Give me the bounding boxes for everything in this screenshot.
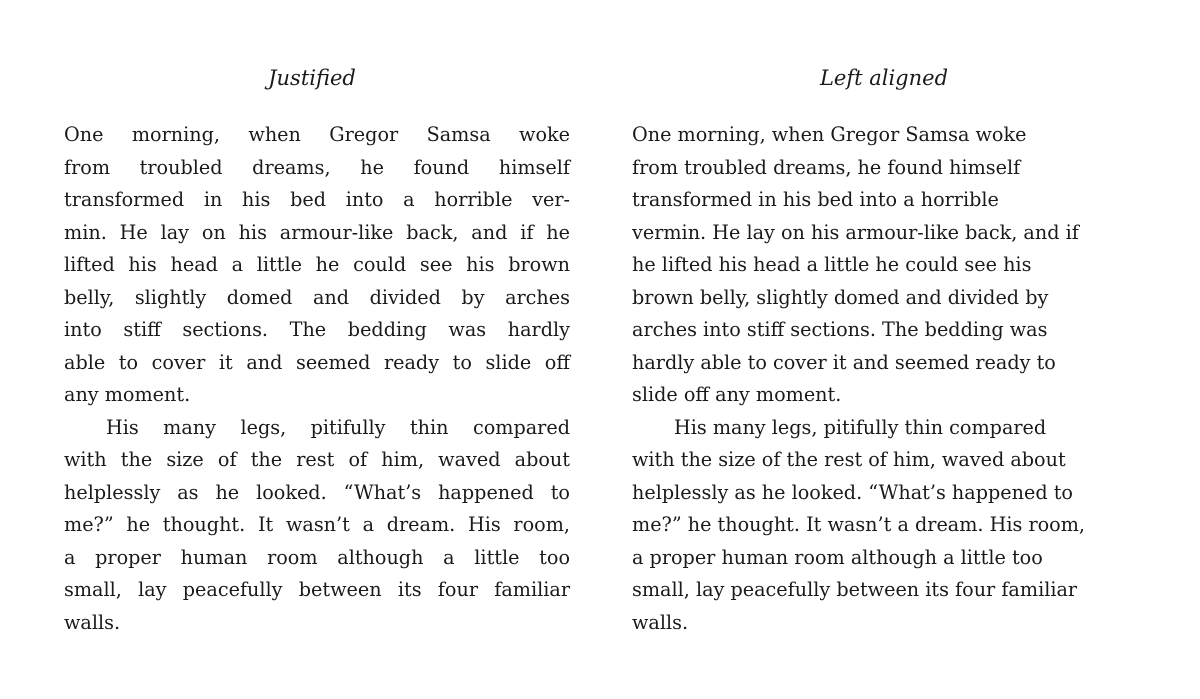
text-line: arches into stiff sections. The bedding was	[632, 318, 1048, 341]
text-line: from troubled dreams, he found himself	[632, 155, 1021, 179]
justified-heading: Justified	[268, 66, 356, 90]
text-line: he lifted his head a little he could see his	[632, 253, 1032, 276]
text-line: transformed in his bed into a horrible	[632, 188, 999, 211]
text-line: with the size of the rest of him, waved about	[632, 448, 1066, 471]
text-line: His many legs, pitifully thin compared	[674, 415, 1047, 439]
text-line: walls.	[632, 610, 689, 634]
text-line: vermin. He lay on his armour-like back, and if	[632, 220, 1079, 244]
text-line: me?” he thought. It wasn’t a dream. His room,	[632, 513, 1086, 536]
text-line: One morning, when Gregor Samsa woke	[632, 123, 1027, 146]
text-line: lifted his head a little he could see his brown	[64, 253, 570, 276]
text-line: from troubled dreams, he found himself	[64, 155, 570, 179]
left-aligned-text-block	[632, 119, 1138, 639]
text-line: brown belly, slightly domed and divided by	[632, 285, 1049, 309]
text-line: min. He lay on his armour-like back, and if he	[64, 220, 570, 244]
text-line: with the size of the rest of him, waved about	[64, 448, 570, 471]
text-line: hardly able to cover it and seemed ready to	[632, 350, 1056, 374]
text-line: belly, slightly domed and divided by arches	[64, 285, 570, 309]
text-line: transformed in his bed into a horrible ver-	[64, 188, 570, 211]
text-line: His many legs, pitifully thin compared	[106, 415, 570, 439]
text-line: small, lay peacefully between its four familiar	[64, 578, 570, 601]
text-line: helplessly as he looked. “What’s happened to	[64, 480, 570, 504]
text-line: One morning, when Gregor Samsa woke	[64, 123, 570, 146]
text-line: me?” he thought. It wasn’t a dream. His room,	[64, 513, 570, 536]
text-line: helplessly as he looked. “What’s happened to	[632, 480, 1073, 504]
text-line: walls.	[64, 610, 121, 634]
text-line: into stiff sections. The bedding was hardly	[64, 318, 570, 341]
text-line: slide off any moment.	[632, 383, 842, 406]
text-line: a proper human room although a little too	[64, 545, 570, 569]
justified-text-block	[64, 119, 570, 639]
text-line: able to cover it and seemed ready to slide off	[64, 350, 570, 374]
text-line: a proper human room although a little too	[632, 545, 1043, 569]
left-aligned-heading: Left aligned	[819, 66, 949, 90]
text-line: any moment.	[64, 383, 191, 406]
text-line: small, lay peacefully between its four familiar	[632, 578, 1078, 601]
